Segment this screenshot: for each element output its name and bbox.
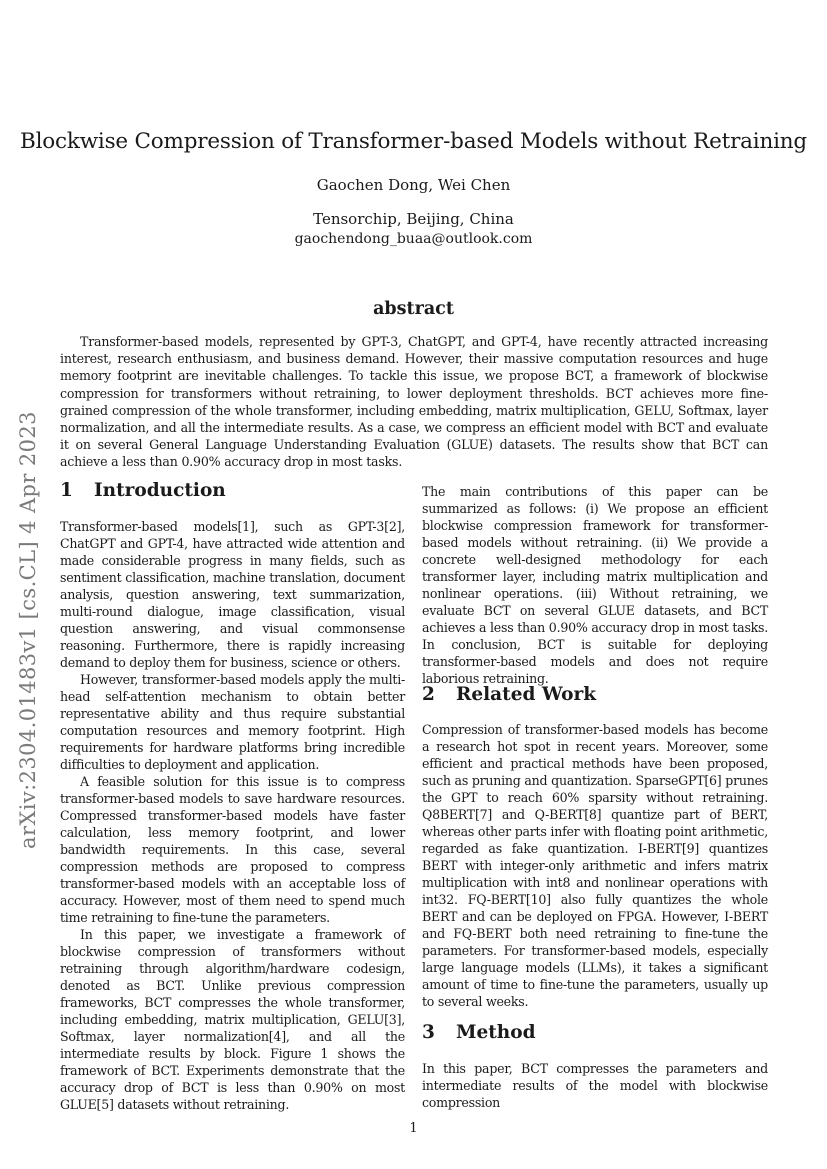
paragraph: A feasible solution for this issue is to compress transformer-based models to save hardware resources. Compressed transformer-based models have faster calculation, less memory footprint, and lower bandwidth requirements. In this case, several compression methods are proposed to compress transformer-based models with an acceptable loss of accuracy. However, most of them need to spend much time retraining to fine-tune the parameters.: [60, 774, 405, 925]
paragraph: In this paper, we investigate a framework of blockwise compression of transformers without retraining through algorithm/hardware codesign, denoted as BCT. Unlike previous compression frameworks, BCT compresses the whole transformer, including embedding, matrix multiplication, GELU[3], Softmax, layer normalization[4], and all the intermediate results by block. Figure 1 shows the framework of BCT. Experiments demonstrate that the accuracy drop of BCT is less than 0.90% on most GLUE[5] datasets without retraining.: [60, 927, 405, 1112]
section-heading-method: [422, 1022, 536, 1043]
arxiv-identifier-text: arXiv:2304.01483v1 [cs.CL] 4 Apr 2023: [16, 411, 40, 849]
paragraph: However, transformer-based models apply the multi-head self-attention mechanism to obtain better representative ability and thus require substantial computation resources and memory footprint. High requirements for hardware platforms bring incredible difficulties to deployment and application.: [60, 672, 405, 772]
section-number: 1: [60, 480, 73, 501]
author-email: gaochendong_buaa@outlook.com: [294, 231, 533, 247]
paragraph: In this paper, BCT compresses the parameters and intermediate results of the model with blockwise compression: [422, 1061, 768, 1110]
page-number: 1: [409, 1121, 418, 1136]
author-affiliation: Tensorchip, Beijing, China: [313, 210, 514, 228]
abstract-body: Transformer-based models, represented by GPT-3, ChatGPT, and GPT-4, have recently attracted increasing interest, research enthusiasm, and business demand. However, their massive computation resources and huge memory footprint are inevitable challenges. To tackle this issue, we propose BCT, a framework of blockwise compression for transformers without retraining, to lower deployment thresholds. BCT achieves more fine-grained compression of the whole transformer, including embedding, matrix multiplication, GELU, Softmax, layer normalization, and all the intermediate results. As a case, we compress an efficient model with BCT and evaluate it on several General Language Understanding Evaluation (GLUE) datasets. The results show that BCT can achieve a less than 0.90% accuracy drop in most tasks.: [60, 334, 768, 470]
paper-title: Blockwise Compression of Transformer-based Models without Retraining: [20, 129, 807, 154]
right-column-continuation: The main contributions of this paper can be summarized as follows: (i) We propose an efficient blockwise compression framework for transformer-based models without retraining. (ii) We provide a concrete well-designed methodology for each transformer layer, including matrix multiplication and nonlinear operations. (iii) Without retraining, we evaluate BCT on several GLUE datasets, and BCT achieves a less than 0.90% accuracy drop in most tasks. In conclusion, BCT is suitable for deploying transformer-based models and does not require laborious retraining.: [422, 484, 768, 686]
section-number: 2: [422, 684, 435, 705]
section-title: Method: [456, 1022, 536, 1043]
section-heading-introduction: [60, 480, 226, 501]
right-column-method: [422, 1060, 768, 1111]
section-number: 3: [422, 1022, 435, 1043]
left-column: [60, 518, 405, 1113]
right-column-related: [422, 721, 768, 1010]
arxiv-identifier-stamp: [8, 390, 48, 870]
paragraph: Transformer-based models[1], such as GPT-3[2], ChatGPT and GPT-4, have attracted wide attention and made considerable progress in many fields, such as sentiment classification, machine translation, document analysis, question answering, text summarization, multi-round dialogue, image classification, visual question answering, and visual commonsense reasoning. Furthermore, there is rapidly increasing demand to deploy them for business, science or others.: [60, 519, 405, 670]
paper-authors: Gaochen Dong, Wei Chen: [316, 176, 511, 194]
paragraph: Compression of transformer-based models has become a research hot spot in recent years. Moreover, some efficient and practical methods have been proposed, such as pruning and quantization. SparseGPT[6] prunes the GPT to reach 60% sparsity without retraining. Q8BERT[7] and Q-BERT[8] quantize part of BERT, whereas other parts infer with floating point arithmetic, regarded as fake quantization. I-BERT[9] quantizes BERT with integer-only arithmetic and infers matrix multiplication with int8 and nonlinear operations with int32. FQ-BERT[10] also fully quantizes the whole BERT and can be deployed on FPGA. However, I-BERT and FQ-BERT both need retraining to fine-tune the parameters. For transformer-based models, especially large language models (LLMs), it takes a significant amount of time to fine-tune the parameters, usually up to several weeks.: [422, 722, 768, 1009]
section-heading-related-work: [422, 684, 596, 705]
abstract-heading: abstract: [373, 299, 454, 319]
section-title: Related Work: [456, 684, 597, 705]
section-title: Introduction: [94, 480, 226, 501]
